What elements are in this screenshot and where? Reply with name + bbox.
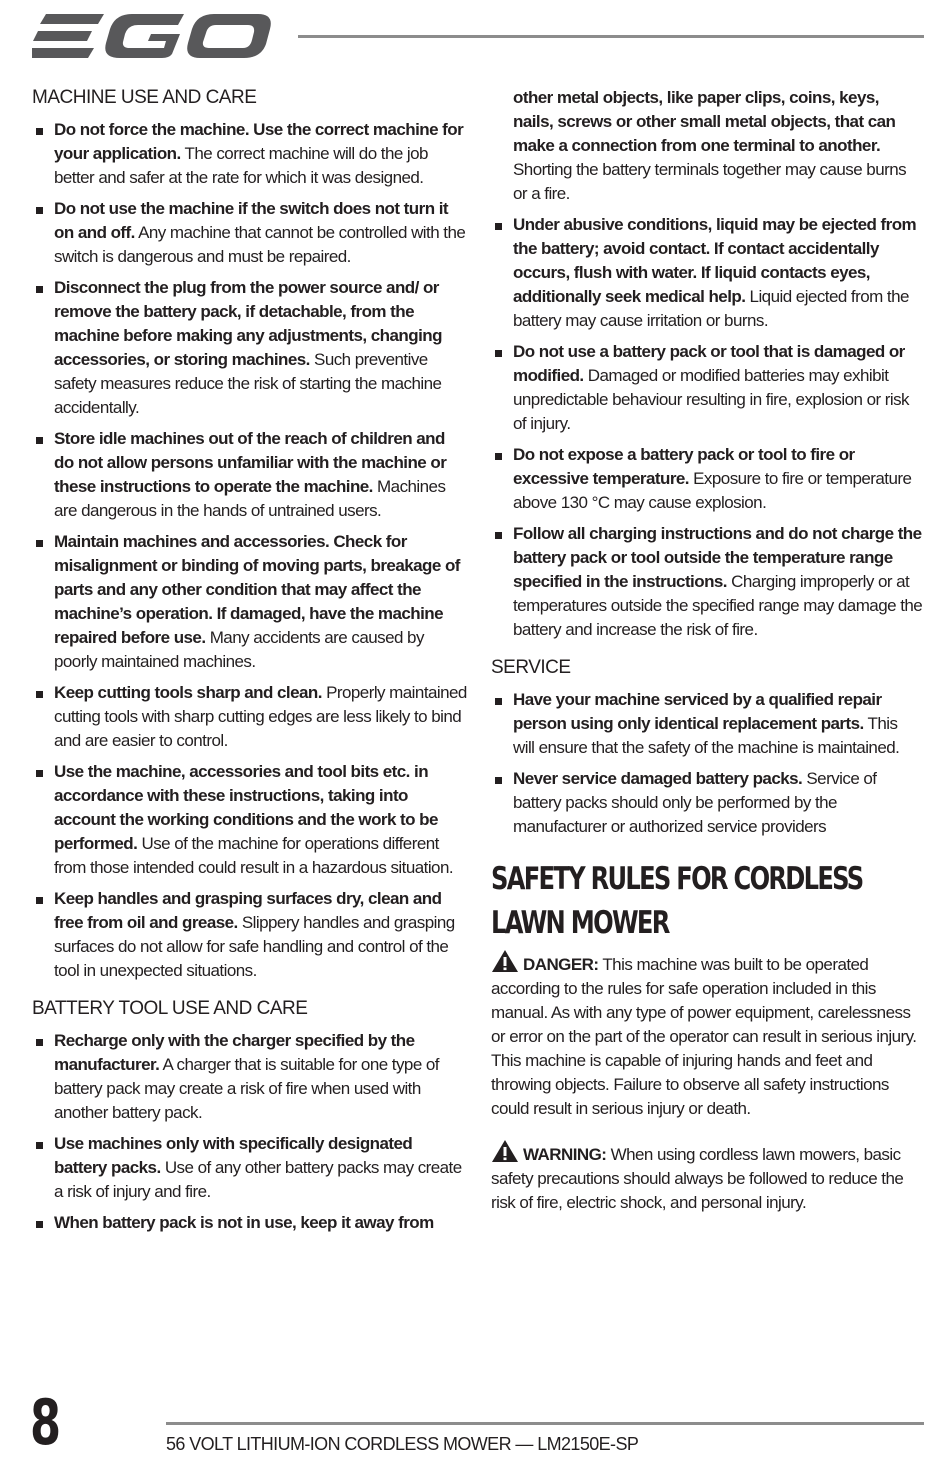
bullet-icon <box>36 128 43 135</box>
ego-logo <box>32 10 272 62</box>
list-item: Recharge only with the charger specified by the manufacturer. A charger that is suitable for one type of battery pack may create a risk of fire when used with another battery pack. <box>32 1029 468 1125</box>
bullet-icon <box>36 770 43 777</box>
bullet-icon <box>36 897 43 904</box>
section-heading-machine-use: MACHINE USE AND CARE <box>32 87 257 108</box>
warning-notice: WARNING: When using cordless lawn mowers, basic safety precautions should always be followed to reduce the risk of fire, electric shock, and personal injury. <box>491 1139 923 1215</box>
list-item: Do not use the machine if the switch does not turn it on and off. Any machine that cannot be controlled with the switch is dangerous and must be repaired. <box>32 197 468 269</box>
list-item: Use the machine, accessories and tool bits etc. in accordance with these instructions, taking into account the working conditions and the work to be performed. Use of the machine for operations different from those intended could result in a hazardous situation. <box>32 760 468 880</box>
section-title-safety-rules: SAFETY RULES FOR CORDLESS LAWN MOWER <box>491 861 863 941</box>
list-item: Store idle machines out of the reach of children and do not allow persons unfamiliar with the machine or these instructions to operate the machine. Machines are dangerous in the hands of untrained users. <box>32 427 468 523</box>
list-item: Do not use a battery pack or tool that is damaged or modified. Damaged or modified batteries may exhibit unpredictable behaviour resulting in fire, explosion or risk of injury. <box>491 340 923 436</box>
danger-notice: DANGER: This machine was built to be operated according to the rules for safe operation included in this manual. As with any type of power equipment, carelessness or error on the part of the operator can result in serious injury. This machine is capable of injuring hands and feet and throwing objects. Failure to observe all safety instructions could result in serious injury or death. <box>491 949 923 1121</box>
battery-tool-list-continued <box>491 213 923 642</box>
bullet-icon <box>495 350 502 357</box>
service-list <box>491 688 923 839</box>
bullet-icon <box>36 691 43 698</box>
list-item: Under abusive conditions, liquid may be ejected from the battery; avoid contact. If contact accidentally occurs, flush with water. If liquid contacts eyes, additionally seek medical help. Liquid ejected from the battery may cause irritation or burns. <box>491 213 923 333</box>
footer-rule <box>166 1422 924 1425</box>
bullet-icon <box>36 437 43 444</box>
warning-triangle-icon <box>491 949 519 973</box>
bullet-icon <box>495 698 502 705</box>
battery-tool-list <box>32 1029 468 1235</box>
list-item: Have your machine serviced by a qualified repair person using only identical replacement parts. This will ensure that the safety of the machine is maintained. <box>491 688 923 760</box>
footer-text: 56 VOLT LITHIUM-ION CORDLESS MOWER — LM2150E-SP <box>166 1434 639 1454</box>
bullet-icon <box>495 532 502 539</box>
machine-use-list <box>32 118 468 983</box>
section-heading-service: SERVICE <box>491 657 571 678</box>
list-item: Do not expose a battery pack or tool to fire or excessive temperature. Exposure to fire or temperature above 130 °C may cause explosion. <box>491 443 923 515</box>
header-rule <box>298 35 924 38</box>
right-column <box>491 86 923 1233</box>
bullet-icon <box>36 540 43 547</box>
bullet-icon <box>36 1221 43 1228</box>
bullet-icon <box>36 1142 43 1149</box>
list-item: Maintain machines and accessories. Check for misalignment or binding of moving parts, breakage of parts and any other condition that may affect the machine’s operation. If damaged, have the machine repaired before use. Many accidents are caused by poorly maintained machines. <box>32 530 468 674</box>
left-column <box>32 86 468 1249</box>
list-item: Do not force the machine. Use the correct machine for your application. The correct machine will do the job better and safer at the rate for which it was designed. <box>32 118 468 190</box>
warning-triangle-icon <box>491 1139 519 1163</box>
list-item-continuation: other metal objects, like paper clips, coins, keys, nails, screws or other small metal objects, that can make a connection from one terminal to another. Shorting the battery terminals together may cause burns or a fire. <box>513 88 907 203</box>
list-item: When battery pack is not in use, keep it away from <box>32 1211 468 1235</box>
list-item: Disconnect the plug from the power source and/ or remove the battery pack, if detachable, from the machine before making any adjustments, changing accessories, or storing machines. Such preventive safety measures reduce the risk of starting the machine accidentally. <box>32 276 468 420</box>
page-number: 8 <box>30 1386 62 1459</box>
bullet-icon <box>36 286 43 293</box>
list-item: Follow all charging instructions and do not charge the battery pack or tool outside the temperature range specified in the instructions. Charging improperly or at temperatures outside the specified range may damage the battery and increase the risk of fire. <box>491 522 923 642</box>
bullet-icon <box>36 1039 43 1046</box>
bullet-icon <box>36 207 43 214</box>
bullet-icon <box>495 223 502 230</box>
bullet-icon <box>495 777 502 784</box>
list-item: Use machines only with specifically designated battery packs. Use of any other battery packs may create a risk of injury and fire. <box>32 1132 468 1204</box>
section-heading-battery-tool: BATTERY TOOL USE AND CARE <box>32 998 308 1019</box>
bullet-icon <box>495 453 502 460</box>
list-item: Keep handles and grasping surfaces dry, clean and free from oil and grease. Slippery handles and grasping surfaces do not allow for safe handling and control of the tool in unexpected situations. <box>32 887 468 983</box>
list-item: Never service damaged battery packs. Service of battery packs should only be performed by the manufacturer or authorized service providers <box>491 767 923 839</box>
list-item: Keep cutting tools sharp and clean. Properly maintained cutting tools with sharp cutting edges are less likely to bind and are easier to control. <box>32 681 468 753</box>
